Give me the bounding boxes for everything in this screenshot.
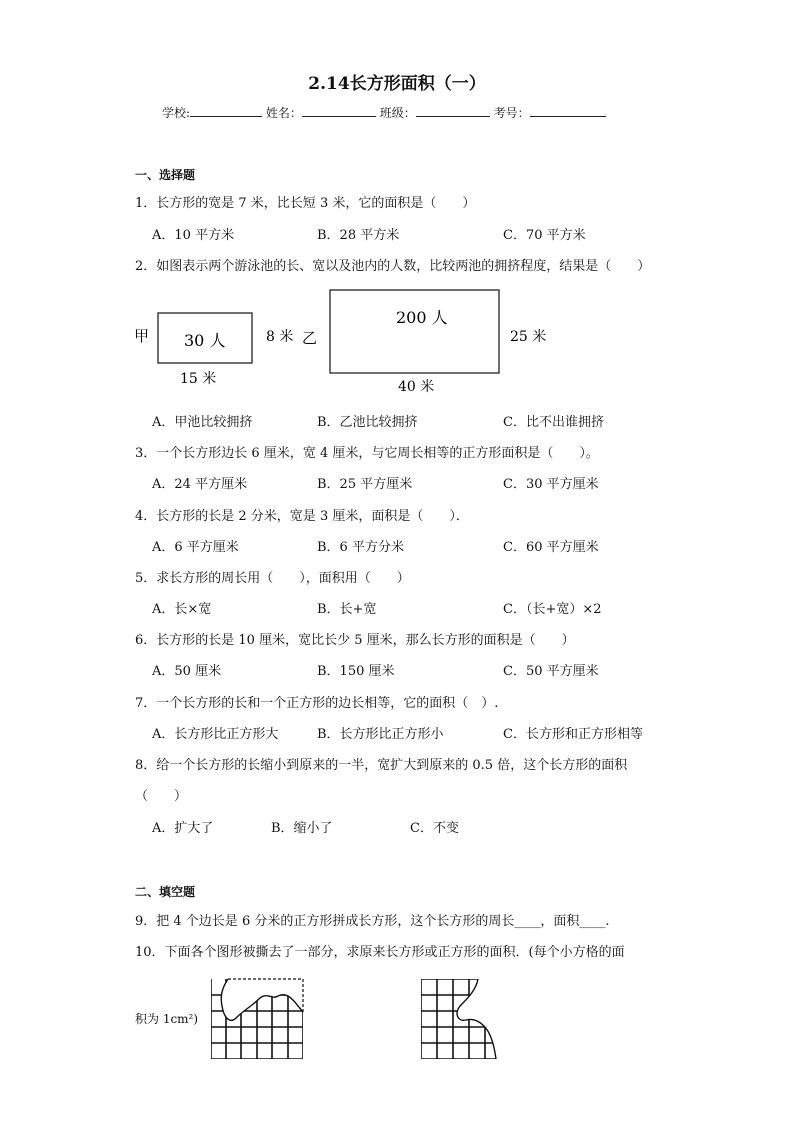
question-5: 5．求长方形的周长用（ ），面积用（ ） [135, 571, 410, 586]
pool-yi-rect [330, 290, 499, 373]
q8-option-c[interactable]: C．不变 [410, 821, 459, 836]
jia-label: 甲 [134, 327, 150, 345]
class-blank[interactable] [416, 104, 490, 117]
school-label: 学校: [162, 106, 191, 120]
section-title-choice: 一、选择题 [135, 168, 196, 182]
q7-option-c[interactable]: C．长方形和正方形相等 [503, 727, 643, 742]
q8-option-a[interactable]: A．扩大了 [152, 821, 214, 836]
yi-length: 40 米 [398, 379, 435, 395]
q2-option-b[interactable]: B．乙池比较拥挤 [317, 415, 418, 430]
q7-option-b[interactable]: B．长方形比正方形小 [317, 727, 444, 742]
exam-number-blank[interactable] [530, 104, 606, 117]
q7-option-a[interactable]: A．长方形比正方形大 [152, 727, 279, 742]
question-2: 2．如图表示两个游泳池的长、宽以及池内的人数，比较两池的拥挤程度，结果是（ ） [135, 259, 651, 274]
question-10: 10．下面各个图形被撕去了一部分，求原来长方形或正方形的面积．(每个小方格的面 [135, 945, 625, 960]
jia-people: 30 人 [184, 331, 226, 350]
q4-option-a[interactable]: A．6 平方厘米 [152, 540, 239, 555]
student-info-row [162, 104, 606, 121]
name-blank[interactable] [302, 104, 376, 117]
jia-length: 15 米 [180, 371, 217, 387]
question-8-cont: （ ） [135, 789, 188, 804]
school-blank[interactable] [190, 104, 262, 117]
exam-number-label: 考号： [493, 106, 530, 120]
q4-option-c[interactable]: C．60 平方厘米 [503, 540, 599, 555]
question-1: 1．长方形的宽是 7 米，比长短 3 米，它的面积是（ ） [135, 196, 476, 211]
question-3: 3．一个长方形边长 6 厘米，宽 4 厘米，与它周长相等的正方形面积是（ ）。 [135, 446, 599, 461]
q2-option-c[interactable]: C．比不出谁拥挤 [503, 415, 604, 430]
q5-option-c[interactable]: C．（长+宽）×2 [503, 602, 602, 617]
q6-option-c[interactable]: C．50 平方厘米 [503, 664, 599, 679]
q3-option-c[interactable]: C．30 平方厘米 [503, 477, 599, 492]
yi-label: 乙 [302, 329, 318, 347]
class-label: 班级： [379, 106, 416, 120]
q3-option-b[interactable]: B．25 平方厘米 [317, 477, 413, 492]
question-4: 4．长方形的长是 2 分米，宽是 3 厘米，面积是（ ）． [135, 509, 469, 524]
q1-option-b[interactable]: B．28 平方米 [317, 228, 400, 243]
torn-square-figure [418, 976, 500, 1062]
q5-option-a[interactable]: A．长×宽 [152, 602, 212, 617]
yi-width: 25 米 [510, 329, 547, 345]
pool-figure [120, 282, 560, 397]
q6-option-a[interactable]: A．50 厘米 [152, 664, 222, 679]
question-10-cont: 积为 1cm²) [135, 1012, 199, 1026]
yi-people: 200 人 [396, 308, 448, 327]
q1-option-a[interactable]: A．10 平方米 [152, 228, 235, 243]
q6-option-b[interactable]: B．150 厘米 [317, 664, 395, 679]
jia-width: 8 米 [266, 329, 294, 345]
page-title: 2.14长方形面积（一） [308, 74, 486, 94]
question-7: 7．一个长方形的长和一个正方形的边长相等，它的面积（ ）. [135, 696, 499, 711]
q3-option-a[interactable]: A．24 平方厘米 [152, 477, 248, 492]
torn-rectangle-figure [208, 976, 312, 1062]
q1-option-c[interactable]: C．70 平方米 [503, 228, 586, 243]
q4-option-b[interactable]: B．6 平方分米 [317, 540, 404, 555]
q2-option-a[interactable]: A．甲池比较拥挤 [152, 415, 253, 430]
question-9: 9．把 4 个边长是 6 分米的正方形拼成长方形，这个长方形的周长____，面积____. [135, 914, 610, 929]
question-8: 8．给一个长方形的长缩小到原来的一半，宽扩大到原来的 0.5 倍，这个长方形的面积 [135, 758, 628, 773]
section-title-fill: 二、填空题 [135, 885, 196, 899]
q8-option-b[interactable]: B．缩小了 [271, 821, 333, 836]
question-6: 6．长方形的长是 10 厘米，宽比长少 5 厘米，那么长方形的面积是（ ） [135, 633, 575, 648]
name-label: 姓名： [265, 106, 302, 120]
q5-option-b[interactable]: B．长+宽 [317, 602, 377, 617]
